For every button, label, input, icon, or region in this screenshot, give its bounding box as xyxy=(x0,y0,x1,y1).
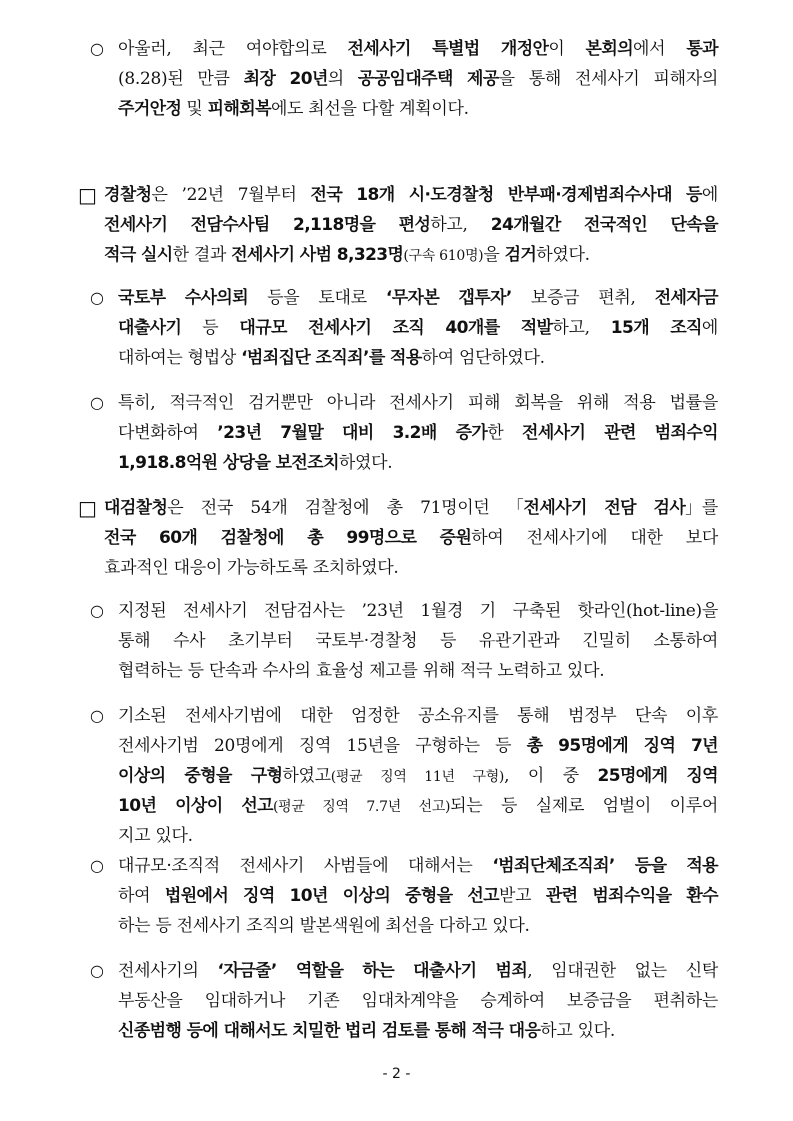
text: 하였다. xyxy=(536,245,590,265)
bullet-marker: ○ xyxy=(90,393,104,412)
bold-text: 통과 xyxy=(686,39,718,59)
paragraph-line xyxy=(118,448,392,478)
text: 하였다. xyxy=(338,453,393,473)
text: 부동산을 임대하거나 기존 임대차계약을 승계하여 보증금을 편취하는 xyxy=(118,991,718,1011)
bullet-marker: ○ xyxy=(90,288,104,307)
text: , 임대권한 없는 신탁 xyxy=(527,961,718,981)
text: , 이 중 xyxy=(504,766,598,786)
section-square-marker: □ xyxy=(78,496,97,520)
text: 에도 최선을 다할 계획이다. xyxy=(270,99,469,119)
paragraph-line xyxy=(104,240,590,271)
text: 등을 토대로 xyxy=(248,288,386,308)
text: 을 xyxy=(483,245,505,265)
bold-text: 전국 18개 시·도경찰청 반부패·경제범죄수사대 등 xyxy=(310,185,702,205)
bullet-marker: ○ xyxy=(90,39,104,58)
text: 하여 엄단하였다. xyxy=(421,348,545,368)
bold-text: ‘범죄집단 조직죄’를 적용 xyxy=(241,348,422,368)
bold-text: 본회의 xyxy=(585,39,634,59)
paragraph-line xyxy=(118,1016,615,1046)
bold-text: 대규모 전세사기 조직 40개를 적발 xyxy=(239,318,553,338)
text: (평균 징역 7.7년 선고) xyxy=(273,799,451,815)
text: 전세사기의 xyxy=(118,961,218,981)
bold-text: 10년 이상이 선고 xyxy=(118,796,273,816)
paragraph-line xyxy=(118,596,718,626)
paragraph-line xyxy=(118,791,718,822)
text: 하고 있다. xyxy=(540,1021,615,1041)
text: 다변화하여 xyxy=(118,423,218,443)
text: 및 xyxy=(181,99,208,119)
text: 기소된 전세사기범에 대한 엄정한 공소유지를 통해 범정부 단속 이후 xyxy=(118,706,718,726)
bold-text: 전세자금 xyxy=(654,288,719,308)
text: 협력하는 등 단속과 수사의 효율성 제고를 위해 적극 노력하고 있다. xyxy=(118,661,605,681)
paragraph-line xyxy=(118,313,718,343)
bullet-marker: ○ xyxy=(90,961,104,980)
bold-text: ‘무자본 갭투자’ xyxy=(385,288,512,308)
bold-text: 전세사기 관련 범죄수익 xyxy=(522,423,719,443)
paragraph-line xyxy=(118,701,718,731)
text: 에 xyxy=(701,318,718,338)
bold-text: 25명에게 징역 xyxy=(597,766,718,786)
paragraph-line xyxy=(104,553,399,583)
bold-text: ‘범죄단체조직죄’ 등을 적용 xyxy=(492,856,718,876)
text: 통해 수사 초기부터 국토부·경찰청 등 유관기관과 긴밀히 소통하여 xyxy=(118,631,718,651)
paragraph-line xyxy=(118,283,718,313)
text: 특히, 적극적인 검거뿐만 아니라 전세사기 피해 회복을 위해 적용 법률을 xyxy=(118,393,718,413)
paragraph-line xyxy=(118,986,718,1016)
paragraph-line xyxy=(118,731,718,761)
paragraph-line xyxy=(118,956,718,986)
text: 하고, xyxy=(430,215,491,235)
text: 되는 등 실제로 엄벌이 이루어 xyxy=(450,796,718,816)
text: 은 전국 54개 검찰청에 총 71명이던 「 xyxy=(167,498,524,518)
paragraph-line xyxy=(118,911,530,941)
text: (평균 징역 11년 구형) xyxy=(330,769,505,785)
text: 이 xyxy=(548,39,586,59)
text: 」를 xyxy=(685,498,718,518)
paragraph-line xyxy=(104,493,718,523)
paragraph-line xyxy=(118,388,718,418)
bold-text: 전세사기 전담수사팀 2,118명을 편성 xyxy=(104,215,431,235)
text: 효과적인 대응이 가능하도록 조치하였다. xyxy=(104,558,399,578)
bold-text: 전국 60개 검찰청에 총 99명으로 증원 xyxy=(104,528,472,548)
text: 에 xyxy=(701,185,718,205)
bold-text: 최장 20년 xyxy=(243,69,328,89)
paragraph-line xyxy=(104,523,718,553)
bullet-marker: ○ xyxy=(90,706,104,725)
text: 하고, xyxy=(552,318,611,338)
bold-text: 1,918.8억원 상당을 보전조치 xyxy=(118,453,339,473)
section-square-marker: □ xyxy=(78,183,97,207)
bold-text: ‘자금줄’ 역할을 하는 대출사기 범죄 xyxy=(217,961,528,981)
paragraph-line xyxy=(118,761,718,792)
bold-text: 국토부 수사의뢰 xyxy=(118,288,249,308)
paragraph-line xyxy=(118,64,718,94)
text: 전세사기범 20명에게 징역 15년을 구형하는 등 xyxy=(118,736,527,756)
bullet-marker: ○ xyxy=(90,601,104,620)
bold-text: 피해회복 xyxy=(207,99,271,119)
text: 한 xyxy=(487,423,523,443)
page-number: - 2 - xyxy=(382,1066,411,1082)
bold-text: 경찰청 xyxy=(104,185,152,205)
paragraph-line xyxy=(118,851,718,881)
paragraph-line xyxy=(118,418,718,448)
text: 하는 등 전세사기 조직의 발본색원에 최선을 다하고 있다. xyxy=(118,916,530,936)
paragraph-line xyxy=(104,180,718,210)
bullet-marker: ○ xyxy=(90,856,104,875)
paragraph-line xyxy=(118,656,604,686)
bold-text: 이상의 중형을 구형 xyxy=(118,766,283,786)
bold-text: 전세사기 전담 검사 xyxy=(523,498,686,518)
bold-text: 관련 범죄수익을 환수 xyxy=(545,886,718,906)
bold-text: 전세사기 특별법 개정안 xyxy=(347,39,549,59)
bold-text: 신종범행 등에 대해서도 치밀한 법리 검토를 통해 적극 대응 xyxy=(118,1021,541,1041)
text: 하여 xyxy=(118,886,165,906)
paragraph-line xyxy=(118,881,718,911)
text: 대규모·조직적 전세사기 사범들에 대해서는 xyxy=(118,856,493,876)
bold-text: 검거 xyxy=(504,245,537,265)
text: (구속 610명) xyxy=(403,248,484,264)
bold-text: 주거안정 xyxy=(118,99,182,119)
text: 하였고 xyxy=(282,766,331,786)
text: 하여 전세사기에 대한 보다 xyxy=(471,528,718,548)
bold-text: 법원에서 징역 10년 이상의 중형을 선고 xyxy=(164,886,499,906)
bold-text: 공공임대주택 제공 xyxy=(357,69,499,89)
paragraph-line xyxy=(118,821,193,851)
text: 에서 xyxy=(633,39,687,59)
text: (8.28)된 만큼 xyxy=(118,69,244,89)
text: 의 xyxy=(327,69,358,89)
text: 아울러, 최근 여야합의로 xyxy=(118,39,348,59)
text: 받고 xyxy=(498,886,546,906)
text: 등 xyxy=(181,318,240,338)
paragraph-line xyxy=(118,626,718,656)
paragraph-line xyxy=(104,210,718,240)
paragraph-line xyxy=(118,94,469,124)
bold-text: 총 95명에게 징역 7년 xyxy=(526,736,718,756)
bold-text: 적극 실시 xyxy=(104,245,173,265)
bold-text: 대출사기 xyxy=(118,318,182,338)
text: 은 ’22년 7월부터 xyxy=(151,185,311,205)
text: 대하여는 형법상 xyxy=(118,348,242,368)
bold-text: ’23년 7월말 대비 3.2배 증가 xyxy=(217,423,488,443)
bold-text: 15개 조직 xyxy=(610,318,702,338)
bold-text: 24개월간 전국적인 단속을 xyxy=(490,215,718,235)
text: 을 통해 전세사기 피해자의 xyxy=(498,69,718,89)
paragraph-line xyxy=(118,34,718,64)
text: 지정된 전세사기 전담검사는 ’23년 1월경 기 구축된 핫라인(hot-line)을 xyxy=(118,601,718,621)
bold-text: 전세사기 사범 8,323명 xyxy=(231,245,404,265)
text: 한 결과 xyxy=(172,245,232,265)
bold-text: 대검찰청 xyxy=(104,498,168,518)
text: 보증금 편취, xyxy=(511,288,655,308)
text: 지고 있다. xyxy=(118,826,193,846)
paragraph-line xyxy=(118,343,545,373)
